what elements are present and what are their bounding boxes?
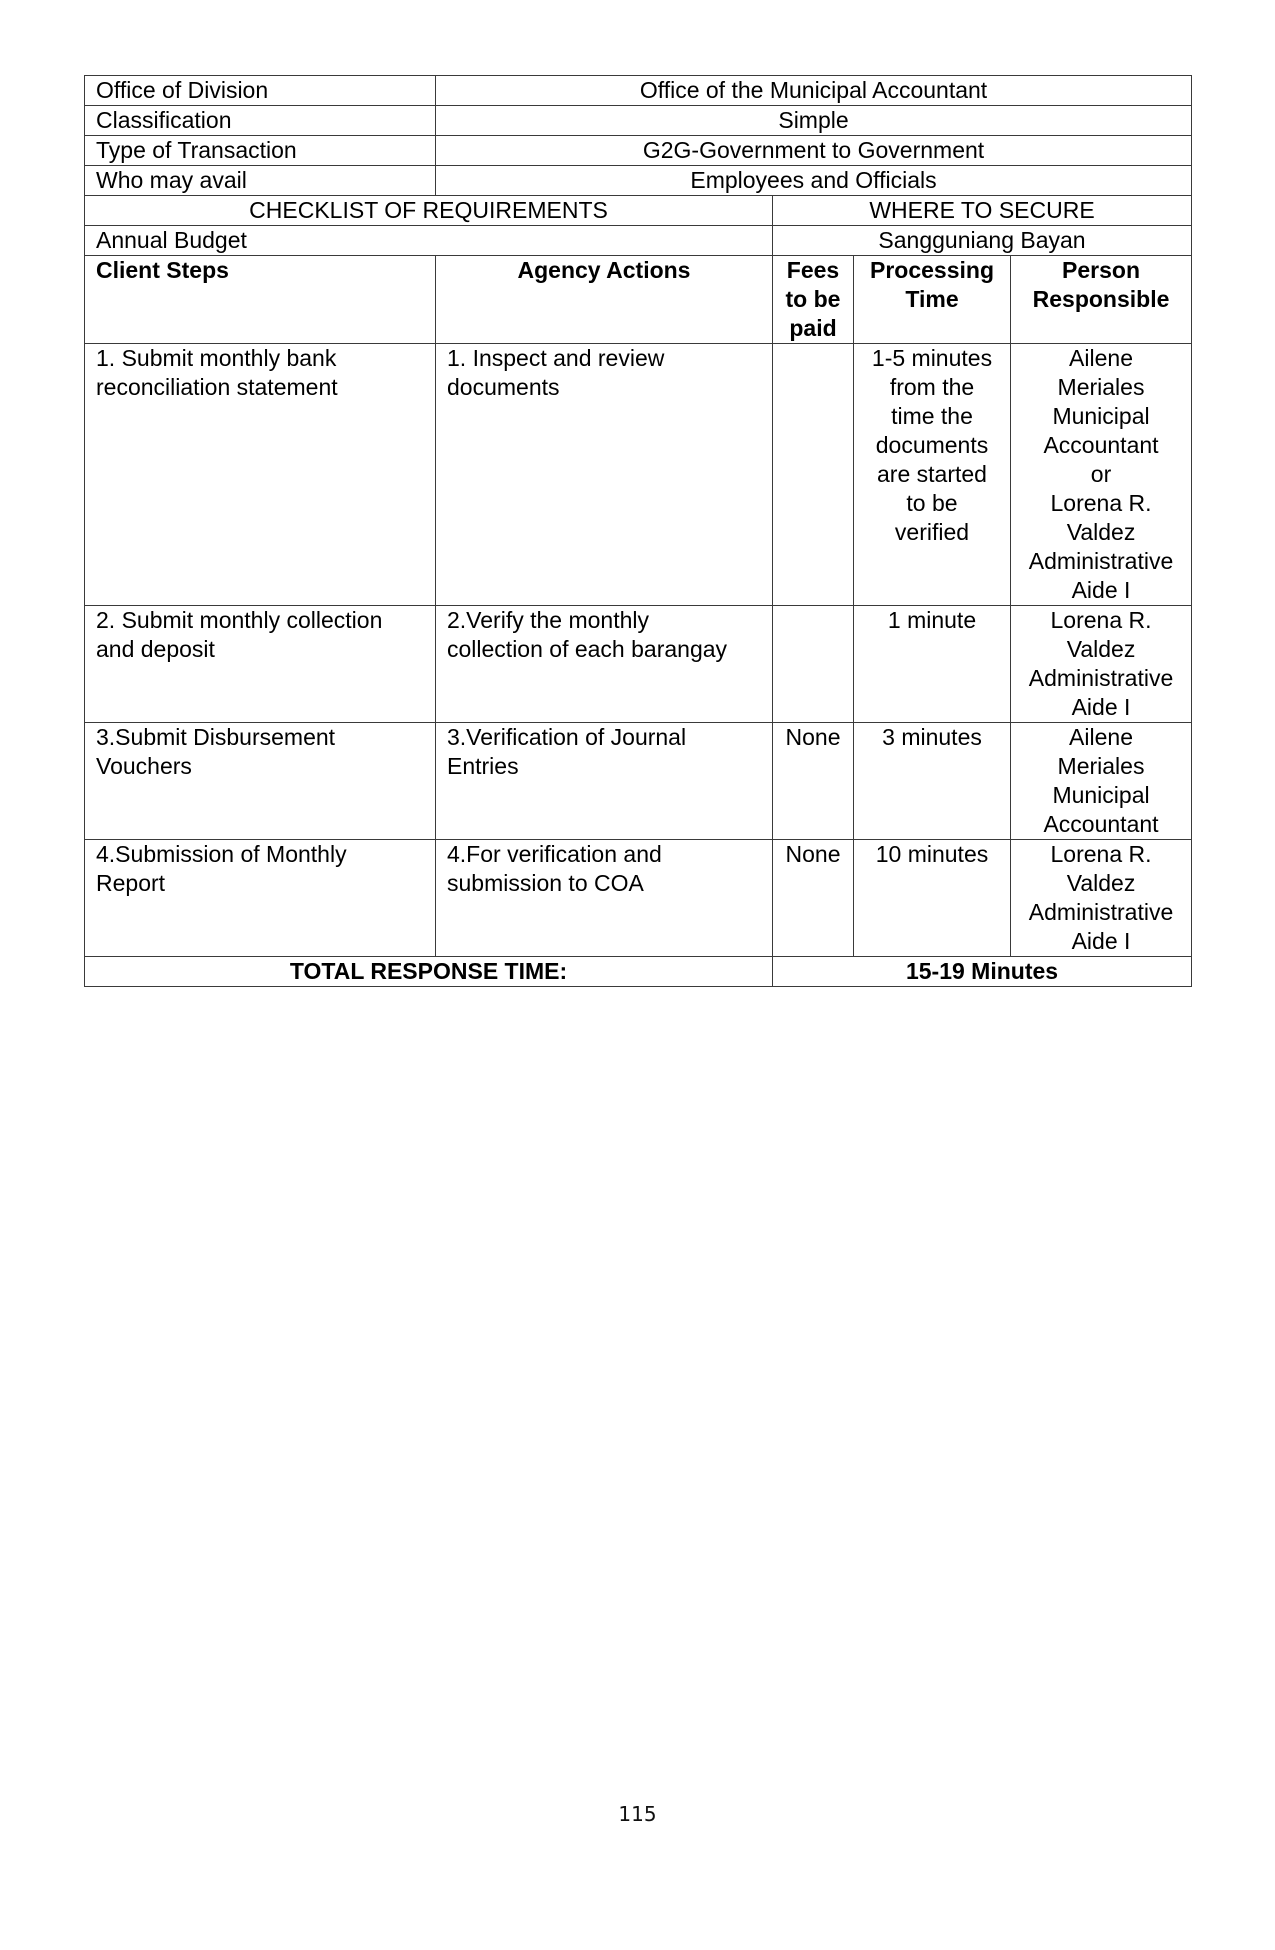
table-row [85,606,1192,723]
agency-action [436,606,773,723]
text-line: Municipal [1052,782,1150,808]
office-row [85,76,1192,106]
text-line: and deposit [96,636,215,662]
total-response-time-value: 15-19 Minutes [773,957,1192,987]
text-line: time the [891,403,973,429]
text-line: Administrative [1028,665,1174,691]
text-line: Vouchers [96,753,192,779]
person-responsible [1011,344,1192,606]
text-line: Meriales [1057,753,1145,779]
classification-label: Classification [85,106,436,136]
text-line: or [1090,461,1112,487]
header-fees-line: paid [789,315,837,341]
text-line: 1. Inspect and review [447,345,665,371]
text-line: reconciliation statement [96,374,338,400]
client-step [85,840,436,957]
processing-time [854,723,1011,840]
text-line: 3.Submit Disbursement [96,724,336,750]
text-line: Ailene [1069,724,1133,750]
text-line: Lorena R. [1050,841,1152,867]
classification-value: Simple [436,106,1192,136]
requirement-source: Sangguniang Bayan [773,226,1192,256]
text-line: documents [875,432,989,458]
text-line: submission to COA [447,870,644,896]
agency-action [436,840,773,957]
header-processing-time [854,256,1011,344]
header-processing-line: Time [905,286,959,312]
classification-row [85,106,1192,136]
table-row [85,840,1192,957]
transaction-label: Type of Transaction [85,136,436,166]
fees: None [773,723,854,840]
transaction-row [85,136,1192,166]
page-number: 115 [618,1802,657,1826]
person-responsible [1011,840,1192,957]
header-fees [773,256,854,344]
text-line: 1. Submit monthly bank [96,345,337,371]
text-line: Meriales [1057,374,1145,400]
text-line: 2. Submit monthly collection [96,607,383,633]
agency-action [436,723,773,840]
client-step [85,344,436,606]
checklist-header: CHECKLIST OF REQUIREMENTS [85,196,773,226]
text-line: Valdez [1066,870,1136,896]
text-line: documents [447,374,560,400]
processing-time [854,606,1011,723]
steps-header-row [85,256,1192,344]
total-response-time-label: TOTAL RESPONSE TIME: [85,957,773,987]
transaction-value: G2G-Government to Government [436,136,1192,166]
header-fees-line: Fees [786,257,840,283]
text-line: 1 minute [887,607,977,633]
requirement-item: Annual Budget [85,226,773,256]
text-line: Valdez [1066,636,1136,662]
fees: None [773,840,854,957]
total-row [85,957,1192,987]
avail-label: Who may avail [85,166,436,196]
text-line: 3.Verification of Journal [447,724,687,750]
header-agency-actions: Agency Actions [436,256,773,344]
citizens-charter-table [84,75,1192,987]
text-line: Lorena R. [1050,607,1152,633]
processing-time [854,840,1011,957]
header-fees-line: to be [785,286,841,312]
person-responsible [1011,606,1192,723]
fees [773,344,854,606]
text-line: Report [96,870,166,896]
text-line: Administrative [1028,548,1174,574]
header-person-line: Responsible [1032,286,1170,312]
office-label: Office of Division [85,76,436,106]
text-line: 1-5 minutes [871,345,993,371]
requirements-header-row [85,196,1192,226]
text-line: Entries [447,753,519,779]
avail-value: Employees and Officials [436,166,1192,196]
requirement-row [85,226,1192,256]
text-line: Administrative [1028,899,1174,925]
text-line: Municipal [1052,403,1150,429]
text-line: 4.Submission of Monthly [96,841,347,867]
text-line: from the [889,374,975,400]
text-line: 4.For verification and [447,841,662,867]
text-line: 10 minutes [875,841,989,867]
processing-time [854,344,1011,606]
text-line: Accountant [1043,432,1159,458]
text-line: to be [906,490,958,516]
text-line: Valdez [1066,519,1136,545]
text-line: Aide I [1071,694,1131,720]
text-line: Lorena R. [1050,490,1152,516]
table-row [85,723,1192,840]
text-line: 3 minutes [882,724,982,750]
text-line: are started [877,461,987,487]
fees [773,606,854,723]
avail-row [85,166,1192,196]
client-step [85,606,436,723]
header-client-steps: Client Steps [85,256,436,344]
where-to-secure-header: WHERE TO SECURE [773,196,1192,226]
table-row [85,344,1192,606]
text-line: 2.Verify the monthly [447,607,649,633]
text-line: Aide I [1071,577,1131,603]
header-processing-line: Processing [870,257,994,283]
header-person-responsible [1011,256,1192,344]
person-responsible [1011,723,1192,840]
agency-action [436,344,773,606]
text-line: Ailene [1069,345,1133,371]
client-step [85,723,436,840]
text-line: collection of each barangay [447,636,728,662]
text-line: Accountant [1043,811,1159,837]
text-line: Aide I [1071,928,1131,954]
office-value: Office of the Municipal Accountant [436,76,1192,106]
text-line: verified [894,519,970,545]
header-person-line: Person [1062,257,1140,283]
